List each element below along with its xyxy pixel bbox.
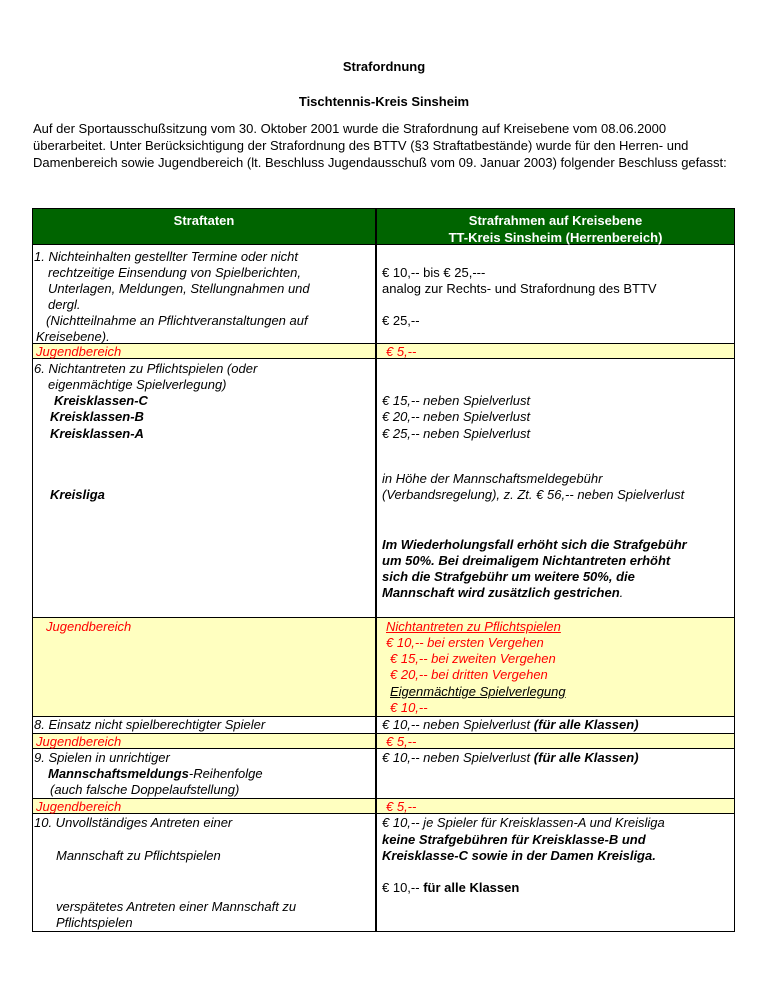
- header-strafrahmen: Strafrahmen auf Kreisebene TT-Kreis Sinsheim (Herrenbereich): [377, 209, 734, 244]
- jugend-nichtantreten-heading: Nichtantreten zu Pflichtspielen: [386, 619, 561, 634]
- jugend-second-offense: € 15,-- bei zweiten Vergehen: [390, 651, 556, 666]
- penalty-1-meetings: € 25,--: [382, 313, 420, 328]
- intro-paragraph: Auf der Sportausschußsitzung vom 30. Oktober 2001 wurde die Strafordnung auf Kreisebene vom 08.06.2000 überarbeitet. Unter Berücksichtigung der Strafordnung des BTTV (§3 Straftatbestände) wurde für den Herren- und Damenbereich sowie Jugendbereich (lt. Beschluss Jugendausschuß vom 09. Januar 2003) folgender Beschluss gefasst:: [33, 121, 727, 170]
- penalty-jugend-8: € 5,--: [386, 734, 417, 749]
- penalty-1-note: analog zur Rechts- und Strafordnung des BTTV: [382, 281, 657, 296]
- offense-10-line1: 10. Unvollständiges Antreten einer: [34, 815, 233, 830]
- jugend-row-1-right: [377, 343, 734, 359]
- jugendbereich-label-4: Jugendbereich: [36, 799, 122, 814]
- offense-9-line1: 9. Spielen in unrichtiger: [34, 750, 170, 765]
- offense-10-line4: Pflichtspielen: [56, 915, 133, 930]
- offense-9-line2: Mannschaftsmeldungs-Reihenfolge: [48, 766, 263, 781]
- jugendbereich-label-2: Jugendbereich: [46, 619, 132, 634]
- repeat-offense-line3: sich die Strafgebühr um weitere 50%, die: [382, 569, 635, 584]
- offense-10-line2: Mannschaft zu Pflichtspielen: [56, 848, 221, 863]
- offense-1-line1: 1. Nichteinhalten gestellter Termine oder nicht: [34, 249, 298, 264]
- offense-6-line2: eigenmächtige Spielverlegung): [48, 377, 227, 392]
- jugend-spielverlegung-fee: € 10,--: [390, 700, 428, 715]
- jugendbereich-label-3: Jugendbereich: [36, 734, 122, 749]
- jugend-first-offense: € 10,-- bei ersten Vergehen: [386, 635, 544, 650]
- repeat-offense-line4: Mannschaft wird zusätzlich gestrichen.: [382, 585, 624, 600]
- offense-9-line3: (auch falsche Doppelaufstellung): [50, 782, 240, 797]
- penalty-kreisklassen-c: € 15,-- neben Spielverlust: [382, 393, 531, 408]
- repeat-offense-line2: um 50%. Bei dreimaligem Nichtantreten erhöht: [382, 553, 671, 568]
- penalty-10-late: € 10,-- für alle Klassen: [382, 880, 520, 895]
- offense-1-line2: rechtzeitige Einsendung von Spielberichten,: [48, 265, 301, 280]
- offense-10-line3: verspätetes Antreten einer Mannschaft zu: [56, 899, 297, 914]
- offense-1-line4: dergl.: [48, 297, 81, 312]
- penalty-kreisklassen-a: € 25,-- neben Spielverlust: [382, 426, 531, 441]
- jugend-row-8-right: [377, 733, 734, 749]
- offense-6-line1: 6. Nichtantreten zu Pflichtspielen (oder: [34, 361, 258, 376]
- page-subtitle: Tischtennis-Kreis Sinsheim: [298, 94, 470, 109]
- offense-1-line3: Unterlagen, Meldungen, Stellungnahmen und: [48, 281, 310, 296]
- jugend-third-offense: € 20,-- bei dritten Vergehen: [390, 667, 548, 682]
- offense-1-line5: (Nichtteilnahme an Pflichtveranstaltungen auf: [46, 313, 308, 328]
- jugend-row-9-right: [377, 798, 734, 814]
- penalty-10-line2: keine Strafgebühren für Kreisklasse-B und: [382, 832, 646, 847]
- repeat-offense-line1: Im Wiederholungsfall erhöht sich die Strafgebühr: [382, 537, 687, 552]
- penalty-10-line1: € 10,-- je Spieler für Kreisklassen-A und Kreisliga: [382, 815, 665, 830]
- jugend-spielverlegung-heading: Eigenmächtige Spielverlegung: [390, 684, 566, 699]
- offense-8: 8. Einsatz nicht spielberechtigter Spieler: [34, 717, 266, 732]
- penalty-kreisliga-line1: in Höhe der Mannschaftsmeldegebühr: [382, 471, 603, 486]
- penalty-9: € 10,-- neben Spielverlust (für alle Klassen): [382, 750, 639, 765]
- kreisliga-label: Kreisliga: [50, 487, 105, 502]
- penalty-1-range: € 10,-- bis € 25,---: [382, 265, 486, 280]
- page-title: Strafordnung: [342, 59, 426, 74]
- kreisklassen-c-label: Kreisklassen-C: [54, 393, 148, 408]
- offense-1-line6: Kreisebene).: [36, 329, 110, 344]
- penalty-jugend-9: € 5,--: [386, 799, 417, 814]
- penalty-kreisklassen-b: € 20,-- neben Spielverlust: [382, 409, 531, 424]
- penalty-kreisliga-line2: (Verbandsregelung), z. Zt. € 56,-- neben Spielverlust: [382, 487, 685, 502]
- penalty-jugend-1: € 5,--: [386, 344, 417, 359]
- header-straftaten: Straftaten: [33, 209, 375, 244]
- penalty-8: € 10,-- neben Spielverlust (für alle Klassen): [382, 717, 639, 732]
- penalty-10-line3: Kreisklasse-C sowie in der Damen Kreisliga.: [382, 848, 656, 863]
- kreisklassen-b-label: Kreisklassen-B: [50, 409, 144, 424]
- kreisklassen-a-label: Kreisklassen-A: [50, 426, 144, 441]
- jugendbereich-label-1: Jugendbereich: [36, 344, 122, 359]
